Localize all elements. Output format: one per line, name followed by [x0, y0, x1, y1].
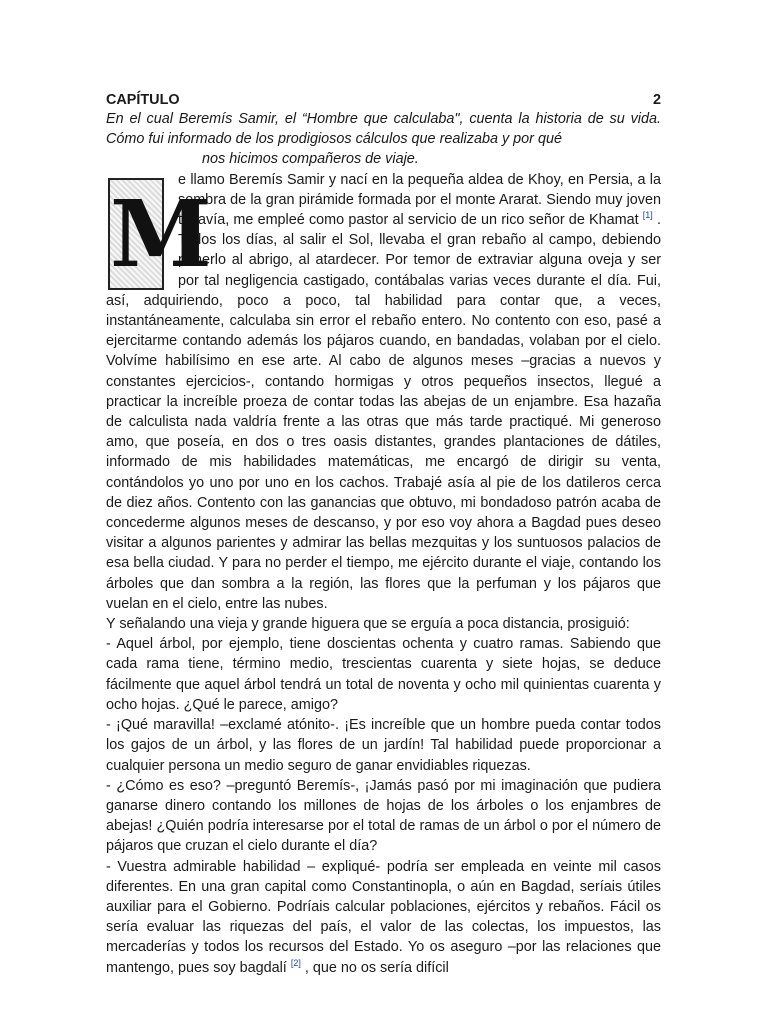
chapter-summary: En el cual Beremís Samir, el “Hombre que calculaba", cuenta la historia de su vida. Cómo fui informado de los prodigiosos cálculos que realizaba y por qué	[106, 111, 661, 148]
dropcap-letter: M	[110, 179, 212, 288]
paragraph-1	[106, 170, 661, 614]
paragraph-2: Y señalando una vieja y grande higuera que se erguía a poca distancia, prosiguió:	[106, 616, 630, 633]
document-page	[106, 92, 661, 978]
footnote-link-1[interactable]: [1]	[642, 210, 653, 221]
chapter-summary-end: nos hicimos compañeros de viaje.	[202, 151, 419, 168]
chapter-header	[106, 92, 661, 109]
paragraph-3: - Aquel árbol, por ejemplo, tiene doscientas ochenta y cuatro ramas. Sabiendo que cada rama tiene, término medio, trescientas cuarenta y siete hojas, se deduce fácilmente que aquel árbol tendrá un total de noventa y ocho mil quinientas cuarenta y ocho hojas. ¿Qué le parece, amigo?	[106, 636, 661, 713]
paragraph-1-text-a: e llamo Beremís Samir y nací en la pequeña aldea de Khoy, en Persia, a la sombra de la gran pirámide formada por el monte Ararat. Siendo muy joven todavía, me empleé como pastor al servicio de un rico señor de Khamat	[178, 171, 661, 229]
footnote-link-2[interactable]: [2]	[290, 957, 301, 968]
dropcap-illustration	[108, 178, 212, 290]
paragraph-1-text-b: . Todos los días, al salir el Sol, llevaba el gran rebaño al campo, debiendo ponerlo al abrigo, al atardecer. Por temor de extraviar alguna oveja y ser por tal negligencia castigado, contábalas varias veces durante el día. Fui, así, adquiriendo, poco a poco, tal habilidad para contar que, a veces, instantáneamente, calculaba sin error el rebaño entero. No contento con eso, pasé a ejercitarme contando además los pájaros cuando, en bandadas, volaban por el cielo. Volvíme habilísimo en ese arte. Al cabo de algunos meses –gracias a nuevos y constantes ejercicios-, contando hormigas y otros pequeños insectos, llegué a practicar la increíble proeza de contar todas las abejas de un enjambre. Esa hazaña de calculista nada valdría frente a las otras que más tarde practiqué. Mi generoso amo, que poseía, en dos o tres oasis distantes, grandes plantaciones de dátiles, informado de mis habilidades matemáticas, me encargó de dirigir su venta, contándolos yo uno por uno en los cachos. Trabajé asía al pie de los datileros cerca de diez años. Contento con las ganancias que obtuvo, mi bondadoso patrón acaba de concederme algunos meses de descanso, y por eso voy ahora a Bagdad pues deseo visitar a algunos parientes y admirar las bellas mezquitas y los suntuosos palacios de esa bella ciudad. Y para no perder el tiempo, me ejército durante el viaje, contando los árboles que dan sombra a la región, las flores que la perfuman y los pájaros que vuelan en el cielo, entre las nubes.	[106, 212, 661, 612]
chapter-number: 2	[652, 92, 661, 108]
paragraph-6-text-b: , que no os sería difícil	[304, 959, 449, 976]
paragraph-5: - ¿Cómo es eso? –preguntó Beremís-, ¡Jamás pasó por mi imaginación que pudiera ganarse dinero contando los millones de hojas de los árboles o los enjambres de abejas! ¿Quién podría interesarse por el total de ramas de un árbol o por el número de pájaros que cruzan el cielo durante el día?	[106, 777, 661, 855]
paragraph-6	[106, 857, 661, 978]
paragraph-4: - ¡Qué maravilla! –exclamé atónito-. ¡Es increíble que un hombre pueda contar todos los gajos de un árbol, y las flores de un jardín! Tal habilidad puede proporcionar a cualquier persona un medio seguro de ganar envidiables riquezas.	[106, 717, 661, 774]
paragraph-6-text-a: - Vuestra admirable habilidad – expliqué- podría ser empleada en veinte mil casos diferentes. En una gran capital como Constantinopla, o aún en Bagdad, seríais útiles auxiliar para el Gobierno. Podríais calcular poblaciones, ejércitos y rebaños. Fácil os sería evaluar las riquezas del país, el valor de las colectas, los impuestos, las mercaderías y todos los recursos del Estado. Yo os aseguro –por las relaciones que mantengo, pues soy bagdalí	[106, 858, 661, 976]
chapter-title: CAPÍTULO	[106, 92, 180, 108]
